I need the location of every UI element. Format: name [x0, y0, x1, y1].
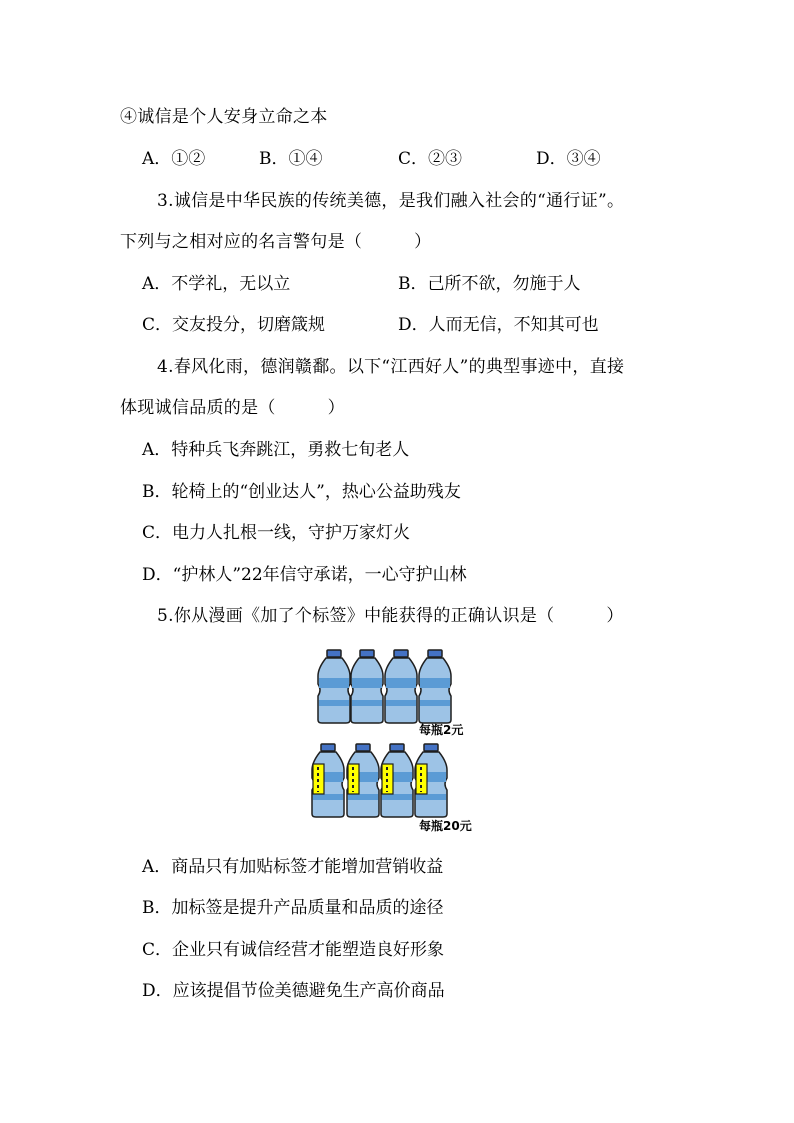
- q5-option-c: C．企业只有诚信经营才能塑造良好形象: [142, 940, 445, 960]
- q3-option-b: B．己所不欲，勿施于人: [398, 274, 581, 294]
- q5-option-b: B．加标签是提升产品质量和品质的途径: [142, 898, 444, 918]
- q3-stem-line-2: 下列与之相对应的名言警句是（ ）: [120, 232, 432, 252]
- q4-stem-line-2: 体现诚信品质的是（ ）: [120, 398, 345, 418]
- q3-option-d: D．人而无信，不知其可也: [398, 315, 599, 335]
- carry-over-item-4: ④诚信是个人安身立命之本: [120, 107, 328, 127]
- carry-over-option-a: A．①②: [142, 149, 206, 169]
- water-bottles-illustration: [300, 640, 500, 840]
- bottles-row-bottom: [312, 744, 447, 817]
- carry-over-option-c: C．②③: [398, 149, 463, 169]
- q4-option-c: C．电力人扎根一线，守护万家灯火: [142, 523, 411, 543]
- q3-option-c: C．交友投分，切磨箴规: [142, 315, 326, 335]
- cartoon-figure: [300, 640, 500, 840]
- price-label-bottom: 每瓶20元: [419, 819, 472, 833]
- q3-stem-line-1: 3.诚信是中华民族的传统美德，是我们融入社会的“通行证”。: [157, 191, 625, 211]
- q4-option-d: D．“护林人”22年信守承诺，一心守护山林: [142, 565, 467, 585]
- q4-option-b: B．轮椅上的“创业达人”，热心公益助残友: [142, 482, 461, 502]
- q5-stem: 5.你从漫画《加了个标签》中能获得的正确认识是（ ）: [157, 606, 624, 626]
- q4-stem-line-1: 4.春风化雨，德润赣鄱。以下“江西好人”的典型事迹中，直接: [157, 357, 625, 377]
- q5-option-a: A．商品只有加贴标签才能增加营销收益: [142, 857, 444, 877]
- price-label-top: 每瓶2元: [419, 723, 464, 737]
- carry-over-option-d: D．③④: [536, 149, 601, 169]
- bottles-row-top: [318, 650, 451, 723]
- q5-option-d: D．应该提倡节俭美德避免生产高价商品: [142, 981, 445, 1001]
- carry-over-option-b: B．①④: [259, 149, 323, 169]
- q3-option-a: A．不学礼，无以立: [142, 274, 291, 294]
- q4-option-a: A．特种兵飞奔跳江，勇救七旬老人: [142, 440, 410, 460]
